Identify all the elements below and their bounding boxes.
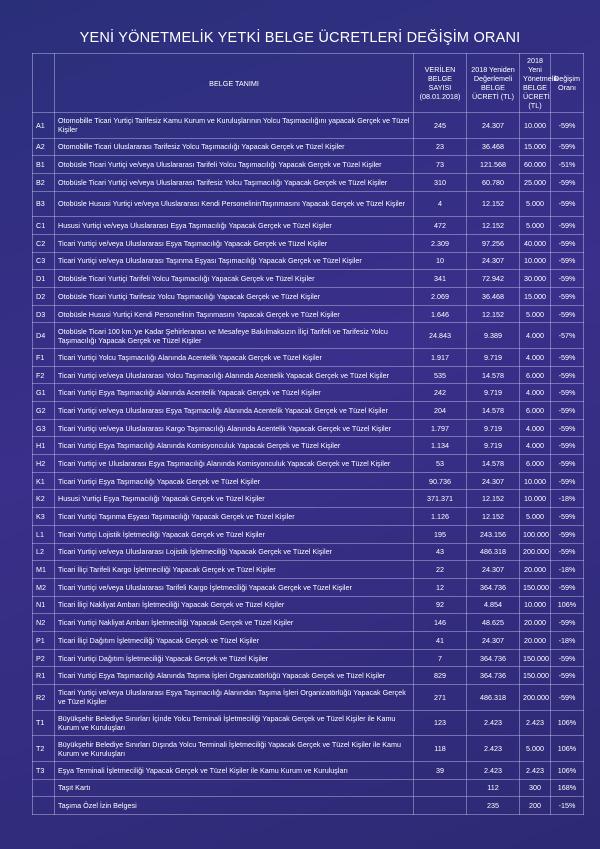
cell-yeniden-degerlemeli-ucret: 364.736 <box>467 649 520 667</box>
cell-verilen-belge-sayisi: 1.797 <box>414 419 467 437</box>
cell-yeni-yonetmelik-ucret: 4.000 <box>520 437 551 455</box>
cell-verilen-belge-sayisi: 1.917 <box>414 348 467 366</box>
cell-degisim-orani: 106% <box>551 596 584 614</box>
cell-belge-tanimi: Ticari Yurtiçi Eşya Taşımacılığı Yapacak Gerçek ve Tüzel Kişiler <box>55 472 414 490</box>
table-row <box>33 797 584 815</box>
cell-verilen-belge-sayisi: 146 <box>414 614 467 632</box>
cell-belge-tanimi: Ticari Yurtiçi Lojistik İşletmeciliği Yapacak Gerçek ve Tüzel Kişiler <box>55 525 414 543</box>
cell-verilen-belge-sayisi: 118 <box>414 736 467 762</box>
table-row <box>33 323 584 349</box>
cell-degisim-orani: -59% <box>551 366 584 384</box>
header-verilen-belge-sayisi: VERİLEN BELGE SAYISI (08.01.2018) <box>414 54 467 113</box>
cell-yeniden-degerlemeli-ucret: 14.578 <box>467 366 520 384</box>
cell-verilen-belge-sayisi: 90.736 <box>414 472 467 490</box>
cell-degisim-orani: -59% <box>551 113 584 139</box>
cell-verilen-belge-sayisi: 204 <box>414 402 467 420</box>
cell-verilen-belge-sayisi: 123 <box>414 710 467 736</box>
cell-verilen-belge-sayisi: 195 <box>414 525 467 543</box>
table-row <box>33 685 584 711</box>
cell-yeni-yonetmelik-ucret: 5.000 <box>520 736 551 762</box>
cell-yeniden-degerlemeli-ucret: 24.307 <box>467 561 520 579</box>
cell-belge-tanimi: Otobüsle Ticari Yurtiçi Tarifeli Yolcu Taşımacılığı Yapacak Gerçek ve Tüzel Kişiler <box>55 270 414 288</box>
cell-degisim-orani: -59% <box>551 348 584 366</box>
cell-belge-tanimi: Taşıma Özel İzin Belgesi <box>55 797 414 815</box>
cell-yeniden-degerlemeli-ucret: 14.578 <box>467 402 520 420</box>
cell-degisim-orani: -59% <box>551 138 584 156</box>
cell-verilen-belge-sayisi: 1.646 <box>414 305 467 323</box>
cell-degisim-orani: -59% <box>551 173 584 191</box>
cell-yeniden-degerlemeli-ucret: 24.307 <box>467 113 520 139</box>
table-row <box>33 667 584 685</box>
table-row <box>33 305 584 323</box>
cell-yeniden-degerlemeli-ucret: 36.468 <box>467 138 520 156</box>
cell-verilen-belge-sayisi: 92 <box>414 596 467 614</box>
cell-code: F1 <box>33 348 55 366</box>
cell-code: G2 <box>33 402 55 420</box>
cell-verilen-belge-sayisi: 2.309 <box>414 234 467 252</box>
cell-verilen-belge-sayisi: 1.126 <box>414 508 467 526</box>
table-row <box>33 348 584 366</box>
cell-yeni-yonetmelik-ucret: 6.000 <box>520 455 551 473</box>
header-yeniden-degerlemeli-ucret: 2018 Yeniden Değerlemeli BELGE ÜCRETİ (TL) <box>467 54 520 113</box>
cell-yeni-yonetmelik-ucret: 150.000 <box>520 667 551 685</box>
cell-yeni-yonetmelik-ucret: 10.000 <box>520 113 551 139</box>
cell-code: B1 <box>33 156 55 174</box>
table-row <box>33 252 584 270</box>
cell-verilen-belge-sayisi: 4 <box>414 191 467 217</box>
cell-code: N2 <box>33 614 55 632</box>
cell-verilen-belge-sayisi: 371.371 <box>414 490 467 508</box>
cell-code: R2 <box>33 685 55 711</box>
cell-verilen-belge-sayisi: 53 <box>414 455 467 473</box>
cell-verilen-belge-sayisi: 41 <box>414 631 467 649</box>
cell-yeniden-degerlemeli-ucret: 364.736 <box>467 578 520 596</box>
header-degisim-orani: Değişim Oranı <box>551 54 584 113</box>
cell-belge-tanimi: Ticari Yurtiçi Eşya Taşımacılığı Alanında Komisyonculuk Yapacak Gerçek ve Tüzel Kişiler <box>55 437 414 455</box>
cell-yeni-yonetmelik-ucret: 150.000 <box>520 649 551 667</box>
cell-yeni-yonetmelik-ucret: 25.000 <box>520 173 551 191</box>
table-row <box>33 437 584 455</box>
cell-yeni-yonetmelik-ucret: 30.000 <box>520 270 551 288</box>
cell-yeniden-degerlemeli-ucret: 12.152 <box>467 508 520 526</box>
cell-code: L2 <box>33 543 55 561</box>
cell-belge-tanimi: Ticari İliçi Dağıtım İşletmeciliği Yapacak Gerçek ve Tüzel Kişiler <box>55 631 414 649</box>
cell-degisim-orani: -59% <box>551 508 584 526</box>
cell-verilen-belge-sayisi: 39 <box>414 761 467 779</box>
cell-verilen-belge-sayisi: 22 <box>414 561 467 579</box>
cell-yeni-yonetmelik-ucret: 5.000 <box>520 217 551 235</box>
cell-yeni-yonetmelik-ucret: 5.000 <box>520 305 551 323</box>
cell-code: C1 <box>33 217 55 235</box>
cell-code: K2 <box>33 490 55 508</box>
cell-verilen-belge-sayisi: 242 <box>414 384 467 402</box>
cell-verilen-belge-sayisi: 10 <box>414 252 467 270</box>
cell-belge-tanimi: Otomobille Ticari Uluslararası Tarifesiz Yolcu Taşımacılığı Yapacak Gerçek ve Tüzel Kişiler <box>55 138 414 156</box>
cell-yeni-yonetmelik-ucret: 5.000 <box>520 508 551 526</box>
cell-code: D3 <box>33 305 55 323</box>
cell-yeniden-degerlemeli-ucret: 235 <box>467 797 520 815</box>
cell-yeniden-degerlemeli-ucret: 24.307 <box>467 631 520 649</box>
table-row <box>33 217 584 235</box>
cell-verilen-belge-sayisi: 43 <box>414 543 467 561</box>
cell-belge-tanimi: Ticari Yurtiçi ve/veya Uluslararası Eşya Taşımacılığı Alanında Acentelik Yapacak Gerçek ve Tüzel Kişiler <box>55 402 414 420</box>
table-row <box>33 384 584 402</box>
cell-verilen-belge-sayisi: 2.069 <box>414 288 467 306</box>
cell-degisim-orani: -59% <box>551 270 584 288</box>
cell-yeniden-degerlemeli-ucret: 24.307 <box>467 252 520 270</box>
cell-degisim-orani: -59% <box>551 288 584 306</box>
header-belge-tanimi: BELGE TANIMI <box>55 54 414 113</box>
cell-belge-tanimi: Ticari Yurtiçi Eşya Taşımacılığı Alanında Taşıma İşleri Organizatörlüğü Yapacak Gerçek ve Tüzel Kişiler <box>55 667 414 685</box>
cell-yeni-yonetmelik-ucret: 4.000 <box>520 384 551 402</box>
cell-belge-tanimi: Ticari İliçi Nakliyat Ambarı İşletmeciliği Yapacak Gerçek ve Tüzel Kişiler <box>55 596 414 614</box>
cell-code: N1 <box>33 596 55 614</box>
cell-code: H2 <box>33 455 55 473</box>
table-row <box>33 525 584 543</box>
cell-code: H1 <box>33 437 55 455</box>
table-row <box>33 472 584 490</box>
cell-degisim-orani: -18% <box>551 561 584 579</box>
page-title: YENİ YÖNETMELİK YETKİ BELGE ÜCRETLERİ DEĞİŞİM ORANI <box>79 30 521 46</box>
cell-belge-tanimi: Ticari Yurtiçi ve/veya Uluslararası Eşya Taşımacılığı Alanından Taşıma İşleri Organizatörlüğü Yapacak Gerçek ve Tüzel Kişiler <box>55 685 414 711</box>
cell-degisim-orani: -59% <box>551 667 584 685</box>
cell-code: C2 <box>33 234 55 252</box>
cell-verilen-belge-sayisi: 12 <box>414 578 467 596</box>
table-row <box>33 631 584 649</box>
table-row <box>33 191 584 217</box>
cell-code: F2 <box>33 366 55 384</box>
cell-belge-tanimi: Ticari Yurtiçi ve/veya Uluslararası Kargo Taşımacılığı Alanında Acentelik Yapacak Gerçek ve Tüzel Kişiler <box>55 419 414 437</box>
cell-code: T1 <box>33 710 55 736</box>
table-row <box>33 419 584 437</box>
cell-code: A1 <box>33 113 55 139</box>
cell-degisim-orani: -59% <box>551 578 584 596</box>
cell-yeniden-degerlemeli-ucret: 12.152 <box>467 191 520 217</box>
cell-yeniden-degerlemeli-ucret: 364.736 <box>467 667 520 685</box>
table-row <box>33 614 584 632</box>
cell-yeni-yonetmelik-ucret: 4.000 <box>520 323 551 349</box>
cell-verilen-belge-sayisi: 24.843 <box>414 323 467 349</box>
cell-degisim-orani: 168% <box>551 779 584 797</box>
cell-yeni-yonetmelik-ucret: 2.423 <box>520 761 551 779</box>
cell-yeni-yonetmelik-ucret: 2.423 <box>520 710 551 736</box>
cell-belge-tanimi: Otobüsle Ticari Yurtiçi ve/veya Uluslararası Tarifeli Yolcu Taşımacılığı Yapacak Gerçek ve Tüzel Kişiler <box>55 156 414 174</box>
cell-belge-tanimi: Taşıt Kartı <box>55 779 414 797</box>
cell-yeni-yonetmelik-ucret: 60.000 <box>520 156 551 174</box>
table-row <box>33 366 584 384</box>
cell-yeniden-degerlemeli-ucret: 72.942 <box>467 270 520 288</box>
cell-code: K3 <box>33 508 55 526</box>
cell-belge-tanimi: Ticari Yurtiçi Nakliyat Ambarı İşletmeciliği Yapacak Gerçek ve Tüzel Kişiler <box>55 614 414 632</box>
cell-yeniden-degerlemeli-ucret: 9.719 <box>467 384 520 402</box>
cell-belge-tanimi: Ticari Yurtiçi Yolcu Taşımacılığı Alanında Acentelik Yapacak Gerçek ve Tüzel Kişiler <box>55 348 414 366</box>
cell-yeniden-degerlemeli-ucret: 9.719 <box>467 437 520 455</box>
cell-degisim-orani: -57% <box>551 323 584 349</box>
cell-code <box>33 797 55 815</box>
cell-yeniden-degerlemeli-ucret: 36.468 <box>467 288 520 306</box>
table-body <box>33 113 584 815</box>
cell-yeni-yonetmelik-ucret: 300 <box>520 779 551 797</box>
header-code <box>33 54 55 113</box>
cell-belge-tanimi: Otobüsle Ticari Yurtiçi Tarifesiz Yolcu Taşımacılığı Yapacak Gerçek ve Tüzel Kişiler <box>55 288 414 306</box>
cell-code: C3 <box>33 252 55 270</box>
cell-yeni-yonetmelik-ucret: 5.000 <box>520 191 551 217</box>
cell-yeni-yonetmelik-ucret: 10.000 <box>520 472 551 490</box>
table-row <box>33 649 584 667</box>
cell-degisim-orani: -59% <box>551 685 584 711</box>
cell-degisim-orani: -59% <box>551 525 584 543</box>
cell-belge-tanimi: Ticari Yurtiçi Dağıtım İşletmeciliği Yapacak Gerçek ve Tüzel Kişiler <box>55 649 414 667</box>
cell-yeniden-degerlemeli-ucret: 121.568 <box>467 156 520 174</box>
cell-belge-tanimi: Otobüsle Ticari 100 km.'ye Kadar Şehirlerarası ve Mesafeye Bakılmaksızın İliçi Tarifeli ve Tarifesiz Yolcu Taşımacılığı Yapacak Gerçek ve Tüzel Kişiler <box>55 323 414 349</box>
cell-yeniden-degerlemeli-ucret: 60.780 <box>467 173 520 191</box>
cell-yeni-yonetmelik-ucret: 15.000 <box>520 138 551 156</box>
cell-belge-tanimi: Ticari Yurtiçi ve/veya Uluslararası Taşınma Eşyası Taşımacılığı Yapacak Gerçek ve Tüzel Kişiler <box>55 252 414 270</box>
cell-code: D2 <box>33 288 55 306</box>
table-row <box>33 288 584 306</box>
table-row <box>33 270 584 288</box>
cell-yeniden-degerlemeli-ucret: 12.152 <box>467 305 520 323</box>
cell-yeniden-degerlemeli-ucret: 2.423 <box>467 761 520 779</box>
cell-belge-tanimi: Otobüsle Hususi Yurtiçi ve/veya Uluslararası Kendi PersonelininTaşınmasını Yapacak Gerçek ve Tüzel Kişiler <box>55 191 414 217</box>
table-row <box>33 156 584 174</box>
cell-verilen-belge-sayisi: 245 <box>414 113 467 139</box>
cell-verilen-belge-sayisi: 829 <box>414 667 467 685</box>
cell-degisim-orani: -59% <box>551 437 584 455</box>
cell-degisim-orani: -59% <box>551 614 584 632</box>
cell-yeni-yonetmelik-ucret: 200 <box>520 797 551 815</box>
cell-code: A2 <box>33 138 55 156</box>
cell-yeniden-degerlemeli-ucret: 9.719 <box>467 348 520 366</box>
cell-yeniden-degerlemeli-ucret: 2.423 <box>467 736 520 762</box>
cell-belge-tanimi: Hususi Yurtiçi ve/veya Uluslararası Eşya Taşımacılığı Yapacak Gerçek ve Tüzel Kişiler <box>55 217 414 235</box>
cell-degisim-orani: -59% <box>551 402 584 420</box>
cell-yeni-yonetmelik-ucret: 200.000 <box>520 685 551 711</box>
cell-code: B2 <box>33 173 55 191</box>
cell-yeniden-degerlemeli-ucret: 14.578 <box>467 455 520 473</box>
cell-code: L1 <box>33 525 55 543</box>
cell-belge-tanimi: Ticari Yurtiçi Taşınma Eşyası Taşımacılığı Yapacak Gerçek ve Tüzel Kişiler <box>55 508 414 526</box>
cell-yeni-yonetmelik-ucret: 15.000 <box>520 288 551 306</box>
cell-verilen-belge-sayisi: 73 <box>414 156 467 174</box>
cell-yeni-yonetmelik-ucret: 10.000 <box>520 490 551 508</box>
cell-belge-tanimi: Ticari Yurtiçi ve/veya Uluslararası Yolcu Taşımacılığı Alanında Acentelik Yapacak Gerçek ve Tüzel Kişiler <box>55 366 414 384</box>
cell-yeni-yonetmelik-ucret: 10.000 <box>520 252 551 270</box>
cell-yeniden-degerlemeli-ucret: 9.389 <box>467 323 520 349</box>
table-row <box>33 113 584 139</box>
cell-degisim-orani: -18% <box>551 490 584 508</box>
cell-yeni-yonetmelik-ucret: 20.000 <box>520 631 551 649</box>
table-row <box>33 710 584 736</box>
cell-code: T2 <box>33 736 55 762</box>
cell-verilen-belge-sayisi: 341 <box>414 270 467 288</box>
cell-code: G3 <box>33 419 55 437</box>
cell-code: T3 <box>33 761 55 779</box>
cell-degisim-orani: -59% <box>551 649 584 667</box>
cell-code <box>33 779 55 797</box>
cell-yeni-yonetmelik-ucret: 4.000 <box>520 419 551 437</box>
cell-belge-tanimi: Ticari Yurtiçi Eşya Taşımacılığı Alanında Acentelik Yapacak Gerçek ve Tüzel Kişiler <box>55 384 414 402</box>
cell-yeniden-degerlemeli-ucret: 112 <box>467 779 520 797</box>
table-row <box>33 596 584 614</box>
table-row <box>33 173 584 191</box>
cell-code: R1 <box>33 667 55 685</box>
cell-degisim-orani: -59% <box>551 252 584 270</box>
table-row <box>33 561 584 579</box>
cell-yeni-yonetmelik-ucret: 150.000 <box>520 578 551 596</box>
cell-yeniden-degerlemeli-ucret: 486.318 <box>467 685 520 711</box>
cell-code: D4 <box>33 323 55 349</box>
cell-degisim-orani: -59% <box>551 543 584 561</box>
table-header <box>33 54 584 113</box>
cell-degisim-orani: -59% <box>551 419 584 437</box>
cell-degisim-orani: -59% <box>551 384 584 402</box>
cell-degisim-orani: -59% <box>551 191 584 217</box>
cell-code: P2 <box>33 649 55 667</box>
cell-yeniden-degerlemeli-ucret: 9.719 <box>467 419 520 437</box>
cell-verilen-belge-sayisi <box>414 797 467 815</box>
table-row <box>33 761 584 779</box>
cell-verilen-belge-sayisi: 271 <box>414 685 467 711</box>
cell-belge-tanimi: Otobüsle Ticari Yurtiçi ve/veya Uluslararası Tarifesiz Yolcu Taşımacılığı Yapacak Gerçek ve Tüzel Kişiler <box>55 173 414 191</box>
table-row <box>33 578 584 596</box>
cell-belge-tanimi: Otobüsle Hususi Yurtiçi Kendi Personelinin Taşınmasını Yapacak Gerçek ve Tüzel Kişiler <box>55 305 414 323</box>
cell-degisim-orani: -59% <box>551 455 584 473</box>
table-row <box>33 490 584 508</box>
cell-yeni-yonetmelik-ucret: 20.000 <box>520 561 551 579</box>
cell-code: D1 <box>33 270 55 288</box>
cell-belge-tanimi: Ticari İliçi Tarifeli Kargo İşletmeciliği Yapacak Gerçek ve Tüzel Kişiler <box>55 561 414 579</box>
cell-verilen-belge-sayisi: 23 <box>414 138 467 156</box>
cell-degisim-orani: -51% <box>551 156 584 174</box>
fee-table <box>32 53 584 815</box>
cell-verilen-belge-sayisi: 1.134 <box>414 437 467 455</box>
cell-yeni-yonetmelik-ucret: 6.000 <box>520 402 551 420</box>
cell-yeni-yonetmelik-ucret: 40.000 <box>520 234 551 252</box>
cell-belge-tanimi: Otomobille Ticari Yurtiçi Tarifesiz Kamu Kurum ve Kuruluşlarının Yolcu Taşımacılığını yapacak Gerçek ve Tüzel Kişiler <box>55 113 414 139</box>
cell-belge-tanimi: Ticari Yurtiçi ve Uluslararası Eşya Taşımacılığı Alanında Komisyonculuk Yapacak Gerçek ve Tüzel Kişiler <box>55 455 414 473</box>
header-yeni-yonetmelik-ucret: 2018 Yeni Yönetmelik BELGE ÜCRETİ (TL) <box>520 54 551 113</box>
cell-degisim-orani: -59% <box>551 305 584 323</box>
cell-degisim-orani: -59% <box>551 234 584 252</box>
cell-verilen-belge-sayisi: 310 <box>414 173 467 191</box>
table-row <box>33 779 584 797</box>
cell-degisim-orani: -18% <box>551 631 584 649</box>
cell-degisim-orani: -15% <box>551 797 584 815</box>
cell-belge-tanimi: Büyükşehir Belediye Sınırları Dışında Yolcu Terminali İşletmeciliği Yapacak Gerçek ve Tüzel Kişiler ile Kamu Kurum ve Kuruluşları <box>55 736 414 762</box>
cell-belge-tanimi: Ticari Yurtiçi ve/veya Uluslararası Tarifeli Kargo İşletmeciliği Yapacak Gerçek ve Tüzel Kişiler <box>55 578 414 596</box>
cell-yeni-yonetmelik-ucret: 20.000 <box>520 614 551 632</box>
cell-code: M2 <box>33 578 55 596</box>
cell-belge-tanimi: Büyükşehir Belediye Sınırları İçinde Yolcu Terminali İşletmeciliği Yapacak Gerçek ve Tüzel Kişiler ile Kamu Kurum ve Kuruluşları <box>55 710 414 736</box>
table-row <box>33 543 584 561</box>
cell-degisim-orani: -59% <box>551 472 584 490</box>
cell-yeniden-degerlemeli-ucret: 486.318 <box>467 543 520 561</box>
cell-degisim-orani: 106% <box>551 710 584 736</box>
cell-yeni-yonetmelik-ucret: 10.000 <box>520 596 551 614</box>
table-row <box>33 455 584 473</box>
cell-belge-tanimi: Hususi Yurtiçi Eşya Taşımacılığı Yapacak Gerçek ve Tüzel Kişiler <box>55 490 414 508</box>
table-row <box>33 508 584 526</box>
cell-code: P1 <box>33 631 55 649</box>
cell-code: G1 <box>33 384 55 402</box>
cell-yeni-yonetmelik-ucret: 100.000 <box>520 525 551 543</box>
cell-yeniden-degerlemeli-ucret: 12.152 <box>467 217 520 235</box>
cell-yeniden-degerlemeli-ucret: 243.156 <box>467 525 520 543</box>
cell-code: M1 <box>33 561 55 579</box>
table-row <box>33 736 584 762</box>
cell-code: K1 <box>33 472 55 490</box>
cell-yeni-yonetmelik-ucret: 200.000 <box>520 543 551 561</box>
cell-belge-tanimi: Ticari Yurtiçi ve/veya Uluslararası Eşya Taşımacılığı Yapacak Gerçek ve Tüzel Kişiler <box>55 234 414 252</box>
cell-verilen-belge-sayisi: 472 <box>414 217 467 235</box>
cell-verilen-belge-sayisi: 535 <box>414 366 467 384</box>
table-row <box>33 234 584 252</box>
cell-degisim-orani: -59% <box>551 217 584 235</box>
cell-degisim-orani: 106% <box>551 761 584 779</box>
cell-yeniden-degerlemeli-ucret: 48.625 <box>467 614 520 632</box>
cell-yeniden-degerlemeli-ucret: 24.307 <box>467 472 520 490</box>
table-row <box>33 138 584 156</box>
cell-yeniden-degerlemeli-ucret: 97.256 <box>467 234 520 252</box>
cell-yeniden-degerlemeli-ucret: 2.423 <box>467 710 520 736</box>
cell-yeniden-degerlemeli-ucret: 4.854 <box>467 596 520 614</box>
cell-verilen-belge-sayisi <box>414 779 467 797</box>
cell-verilen-belge-sayisi: 7 <box>414 649 467 667</box>
cell-belge-tanimi: Eşya Terminali İşletmeciliği Yapacak Gerçek ve Tüzel Kişiler ile Kamu Kurum ve Kuruluşları <box>55 761 414 779</box>
table-row <box>33 402 584 420</box>
cell-degisim-orani: 106% <box>551 736 584 762</box>
cell-belge-tanimi: Ticari Yurtiçi ve/veya Uluslararası Lojistik İşletmeciliği Yapacak Gerçek ve Tüzel Kişiler <box>55 543 414 561</box>
cell-code: B3 <box>33 191 55 217</box>
cell-yeni-yonetmelik-ucret: 4.000 <box>520 348 551 366</box>
cell-yeniden-degerlemeli-ucret: 12.152 <box>467 490 520 508</box>
cell-yeni-yonetmelik-ucret: 6.000 <box>520 366 551 384</box>
